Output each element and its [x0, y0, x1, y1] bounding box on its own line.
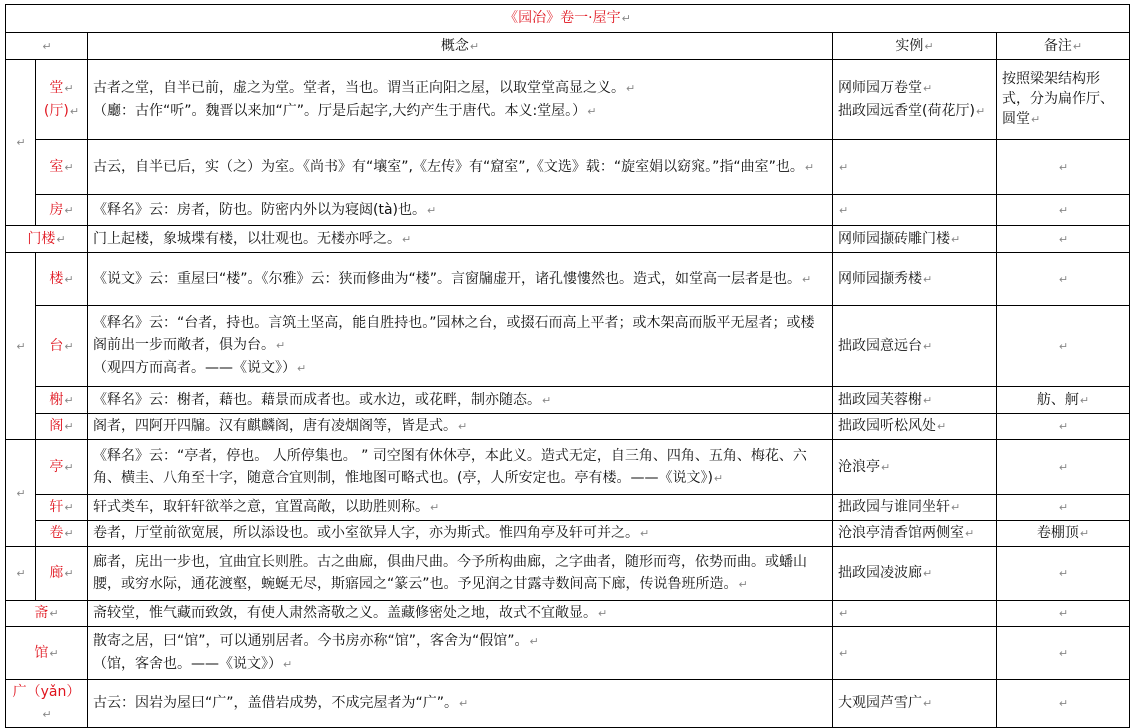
note-cell: 卷棚顶↵ [997, 521, 1130, 547]
example-cell: 拙政园意远台↵ [833, 306, 997, 387]
term-guang: 广（yǎn）↵ [6, 680, 88, 728]
example-cell: 网师园万卷堂↵ 拙政园远香堂(荷花厅)↵ [833, 60, 997, 140]
group-cell: ↵ [6, 60, 36, 226]
concept-cell: 《释名》云：“亭者，停也。 人所停集也。 ” 司空图有休休亭，本此义。造式无定，自三角、四角、五角、梅花、六角、横圭、八角至十字，随意合宜则制，惟地图可略式也。(亭，人所安定也。亭有楼。——《说文》)↵ [88, 440, 833, 495]
example-cell: 大观园芦雪广↵ [833, 680, 997, 728]
table-row [6, 387, 1130, 414]
example-cell: 网师园撷砖雕门楼↵ [833, 226, 997, 253]
example-cell: ↵ [833, 195, 997, 226]
group-cell: ↵ [6, 253, 36, 440]
term-fang: 房↵ [36, 195, 88, 226]
architecture-table [5, 4, 1130, 728]
table-title: 《园冶》卷一·屋宇↵ [6, 5, 1130, 33]
term-lou: 楼↵ [36, 253, 88, 306]
table-row [6, 495, 1130, 521]
example-cell: 拙政园听松风处↵ [833, 414, 997, 440]
header-blank: ↵ [6, 33, 88, 60]
term-guan: 馆↵ [6, 627, 88, 680]
concept-cell: 《释名》云：“台者，持也。言筑土坚高，能自胜持也。”园林之台，或掇石而高上平者；或木架高而版平无屋者；或楼阁前出一步而敞者，俱为台。↵ （观四方而高者。——《说文》）↵ [88, 306, 833, 387]
concept-cell: 斋较堂，惟气藏而致敛，有使人肃然斋敬之义。盖藏修密处之地，故式不宜敞显。↵ [88, 601, 833, 627]
note-cell: ↵ [997, 627, 1130, 680]
concept-cell: 廊者，庑出一步也，宜曲宜长则胜。古之曲廊，俱曲尺曲。今予所构曲廊，之字曲者，随形而弯，依势而曲。或蟠山腰，或穷水际，通花渡壑，蜿蜒无尽，斯寤园之“篆云”也。予见润之甘露寺数间高下廊，传说鲁班所造。↵ [88, 547, 833, 601]
term-menlou: 门楼↵ [6, 226, 88, 253]
header-example: 实例↵ [833, 33, 997, 60]
note-cell: ↵ [997, 140, 1130, 195]
term-xuan: 轩↵ [36, 495, 88, 521]
term-lang: 廊↵ [36, 547, 88, 601]
table-row [6, 140, 1130, 195]
note-cell: 按照梁架结构形式，分为扁作厅、圆堂↵ [997, 60, 1130, 140]
header-concept: 概念↵ [88, 33, 833, 60]
table-row [6, 306, 1130, 387]
table-row [6, 414, 1130, 440]
term-xie: 榭↵ [36, 387, 88, 414]
table-row [6, 440, 1130, 495]
group-cell: ↵ [6, 547, 36, 601]
concept-cell: 《说文》云：重屋曰“楼”。《尔雅》云：狭而修曲为“楼”。言窗牖虚开，诸孔慺慺然也。造式，如堂高一层者是也。↵ [88, 253, 833, 306]
term-ge: 阁↵ [36, 414, 88, 440]
note-cell: ↵ [997, 680, 1130, 728]
term-shi: 室↵ [36, 140, 88, 195]
concept-cell: 门上起楼，象城堞有楼，以壮观也。无楼亦呼之。↵ [88, 226, 833, 253]
example-cell: ↵ [833, 601, 997, 627]
concept-cell: 《释名》云：房者，防也。防密内外以为寝闼(tà)也。↵ [88, 195, 833, 226]
group-cell: ↵ [6, 440, 36, 547]
concept-cell: 古云，自半已后，实（之）为室。《尚书》有“壤室”,《左传》有“窟室”,《文选》载：“旋室娟以窈窕。”指“曲室”也。↵ [88, 140, 833, 195]
term-tang: 堂↵ (厅)↵ [36, 60, 88, 140]
example-cell: 网师园撷秀楼↵ [833, 253, 997, 306]
note-cell: ↵ [997, 414, 1130, 440]
table-row [6, 547, 1130, 601]
example-cell: ↵ [833, 627, 997, 680]
header-row [6, 33, 1130, 60]
concept-cell: 轩式类车，取轩轩欲举之意，宜置高敞，以助胜则称。↵ [88, 495, 833, 521]
example-cell: ↵ [833, 140, 997, 195]
term-zhai: 斋↵ [6, 601, 88, 627]
table-row [6, 521, 1130, 547]
term-juan: 卷↵ [36, 521, 88, 547]
table-row [6, 253, 1130, 306]
note-cell: ↵ [997, 440, 1130, 495]
note-cell: ↵ [997, 547, 1130, 601]
note-cell: ↵ [997, 195, 1130, 226]
table-wrapper [5, 4, 1129, 728]
note-cell: ↵ [997, 226, 1130, 253]
table-row [6, 60, 1130, 140]
example-cell: 拙政园与谁同坐轩↵ [833, 495, 997, 521]
concept-cell: 卷者，厅堂前欲宽展，所以添设也。或小室欲异人字，亦为斯式。惟四角亭及轩可并之。↵ [88, 521, 833, 547]
table-row [6, 195, 1130, 226]
note-cell: ↵ [997, 253, 1130, 306]
example-cell: 沧浪亭清香馆两侧室↵ [833, 521, 997, 547]
header-note: 备注↵ [997, 33, 1130, 60]
note-cell: ↵ [997, 306, 1130, 387]
concept-cell: 阁者，四阿开四牖。汉有麒麟阁，唐有凌烟阁等，皆是式。↵ [88, 414, 833, 440]
note-cell: 舫、舸↵ [997, 387, 1130, 414]
concept-cell: 古者之堂，自半已前，虚之为堂。堂者，当也。谓当正向阳之屋，以取堂堂高显之义。↵ （廳：古作“听”。魏晋以来加“广”。厅是后起字,大约产生于唐代。本义:堂屋。）↵ [88, 60, 833, 140]
concept-cell: 古云：因岩为屋曰“广”，盖借岩成势，不成完屋者为“广”。↵ [88, 680, 833, 728]
table-row [6, 680, 1130, 728]
title-row [6, 5, 1130, 33]
example-cell: 沧浪亭↵ [833, 440, 997, 495]
concept-cell: 散寄之居，曰“馆”，可以通别居者。今书房亦称“馆”，客舍为“假馆”。↵ （馆，客舍也。——《说文》）↵ [88, 627, 833, 680]
note-cell: ↵ [997, 601, 1130, 627]
table-row [6, 627, 1130, 680]
term-tai: 台↵ [36, 306, 88, 387]
concept-cell: 《释名》云：榭者，藉也。藉景而成者也。或水边，或花畔，制亦随态。↵ [88, 387, 833, 414]
table-row [6, 226, 1130, 253]
term-ting: 亭↵ [36, 440, 88, 495]
example-cell: 拙政园芙蓉榭↵ [833, 387, 997, 414]
note-cell: ↵ [997, 495, 1130, 521]
table-row [6, 601, 1130, 627]
example-cell: 拙政园凌波廊↵ [833, 547, 997, 601]
